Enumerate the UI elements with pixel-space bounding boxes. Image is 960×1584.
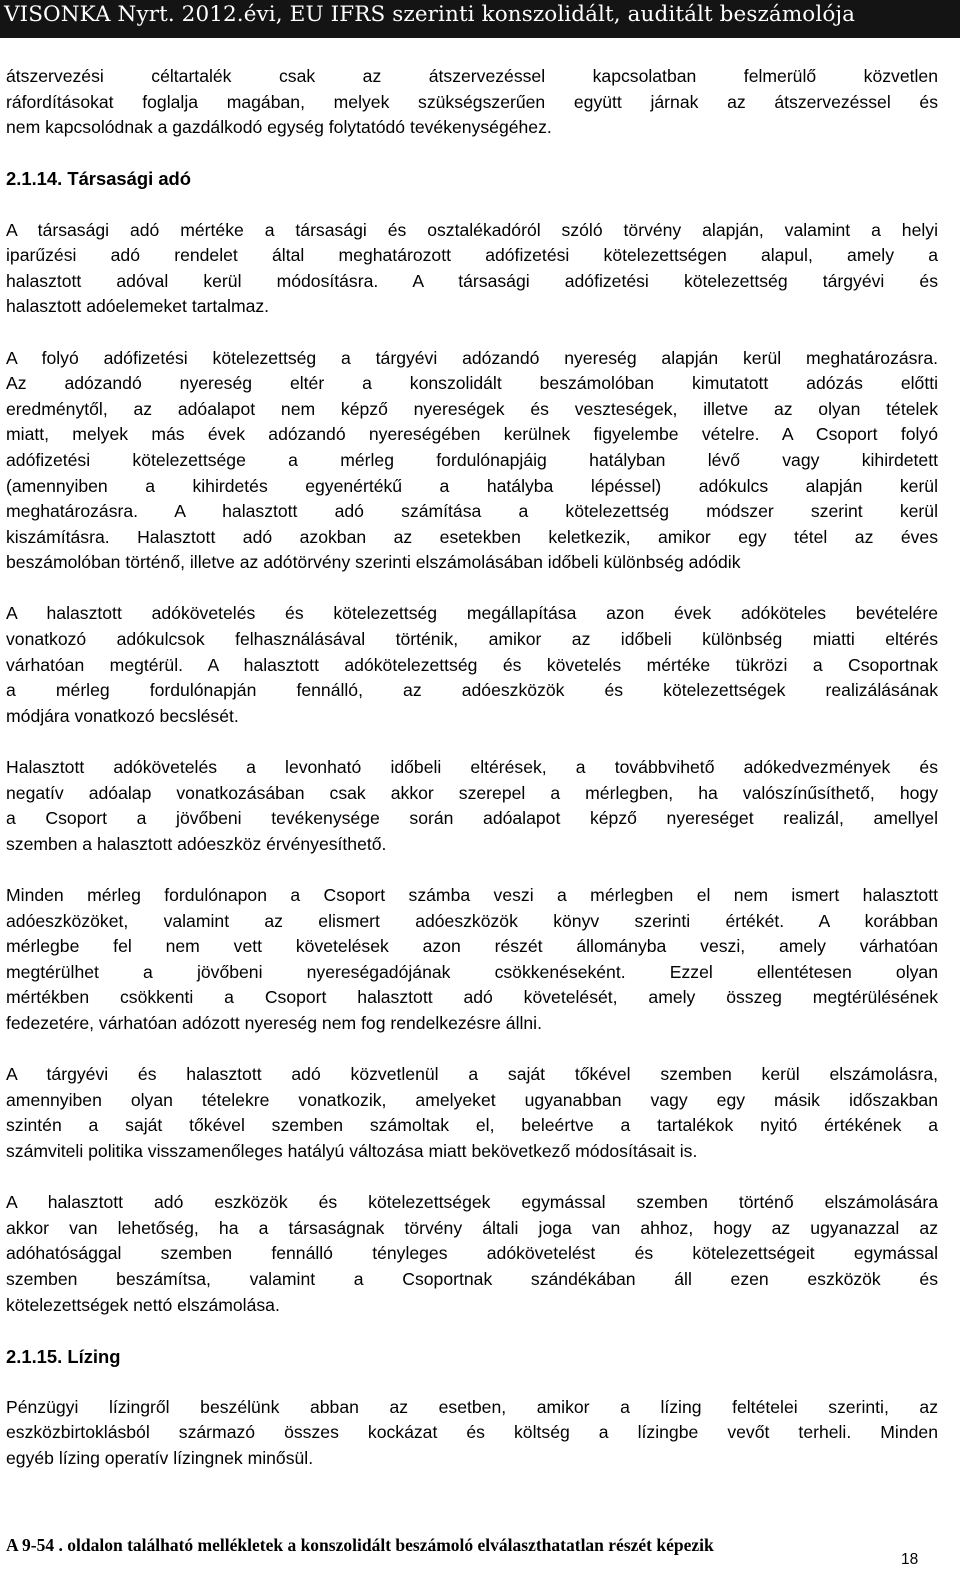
page-header — [0, 0, 960, 38]
paragraph-line: halasztott adóval kerül módosításra. A társasági adófizetési kötelezettség tárgyévi és — [6, 270, 938, 291]
paragraph-line: szemben beszámítsa, valamint a Csoportnak szándékában áll ezen eszközök és — [6, 1268, 938, 1289]
paragraph-line: adófizetési kötelezettsége a mérleg fordulónapjáig hatályban lévő vagy kihirdetett — [6, 449, 938, 470]
paragraph-line: akkor van lehetőség, ha a társaságnak törvény általi joga van ahhoz, hogy az ugyanazzal az — [6, 1217, 938, 1238]
paragraph-line: eredménytől, az adóalapot nem képző nyereségek és veszteségek, illetve az olyan tételek — [6, 398, 938, 419]
paragraph-line: beszámolóban történő, illetve az adótörvény szerinti elszámolásában időbeli különbség adódik — [6, 552, 741, 573]
paragraph-line: A halasztott adó eszközök és kötelezettségek egymással szemben történő elszámolására — [6, 1192, 938, 1213]
paragraph-line: számviteli politika visszamenőleges hatályú változása miatt bekövetkező módosításait is. — [6, 1140, 698, 1161]
paragraph-line: miatt, melyek más évek adózandó nyereségében kerülnek figyelembe vételre. A Csoport folyó — [6, 424, 938, 445]
section-heading: 2.1.14. Társasági adó — [6, 168, 192, 190]
paragraph-line: Pénzügyi lízingről beszélünk abban az esetben, amikor a lízing feltételei szerinti, az — [6, 1396, 938, 1417]
paragraph-line: mértékben csökkenti a Csoport halasztott adó követelését, amely összeg megtérülésének — [6, 987, 938, 1008]
body-paragraph — [6, 218, 938, 320]
paragraph-line: (amennyiben a kihirdetés egyenértékű a hatályba lépéssel) adókulcs alapján kerül — [6, 475, 938, 496]
paragraph-line: Halasztott adókövetelés a levonható időbeli eltérések, a továbbvihető adókedvezmények és — [6, 757, 938, 778]
body-paragraph — [6, 1062, 938, 1164]
paragraph-line: fedezetére, várhatóan adózott nyereség nem fog rendelkezésre állni. — [6, 1012, 542, 1033]
paragraph-line: megtérülhet a jövőbeni nyereségadójának csökkenéseként. Ezzel ellentétesen olyan — [6, 961, 938, 982]
paragraph-line: negatív adóalap vonatkozásában csak akkor szerepel a mérlegben, ha valószínűsíthető, hogy — [6, 782, 938, 803]
body-paragraph — [6, 346, 938, 576]
paragraph-line: a Csoport a jövőbeni tevékenysége során adóalapot képző nyereséget realizál, amellyel — [6, 808, 938, 829]
paragraph-line: A folyó adófizetési kötelezettség a tárgyévi adózandó nyereség alapján kerül meghatározásra. — [6, 347, 938, 368]
paragraph-line: adóeszközöket, valamint az elismert adóeszközök könyv szerinti értékét. A korábban — [6, 910, 938, 931]
paragraph-line: egyéb lízing operatív lízingnek minősül. — [6, 1448, 314, 1469]
paragraph-line: vonatkozó adókulcsok felhasználásával történik, amikor az időbeli különbség miatti eltérés — [6, 629, 938, 650]
body-paragraph — [6, 883, 938, 1037]
paragraph-line: szintén a saját tőkével szemben számoltak el, beleértve a tartalékok nyitó értékének a — [6, 1115, 938, 1136]
paragraph-line: mérlegbe fel nem vett követelések azon részét állományba veszi, amely várhatóan — [6, 936, 938, 957]
paragraph-line: iparűzési adó rendelet által meghatározott adófizetési kötelezettségen alapul, amely a — [6, 245, 938, 266]
page-number: 18 — [901, 1551, 919, 1568]
footer-note: A 9-54 . oldalon található mellékletek a konszolidált beszámoló elválaszthatatlan részét képezik — [6, 1535, 714, 1555]
document-body — [6, 64, 938, 1497]
paragraph-line: meghatározásra. A halasztott adó számítása a kötelezettség módszer szerint kerül — [6, 501, 938, 522]
paragraph-line: a mérleg fordulónapján fennálló, az adóeszközök és kötelezettségek realizálásának — [6, 680, 938, 701]
paragraph-line: adóhatósággal szemben fennálló tényleges adókövetelést és kötelezettségeit egymással — [6, 1243, 938, 1264]
body-paragraph — [6, 64, 938, 141]
paragraph-line: kötelezettségek nettó elszámolása. — [6, 1294, 280, 1315]
section-heading: 2.1.15. Lízing — [6, 1345, 121, 1367]
paragraph-line: ráfordításokat foglalja magában, melyek szükségszerűen együtt járnak az átszervezéssel és — [6, 91, 938, 112]
paragraph-line: Minden mérleg fordulónapon a Csoport számba veszi a mérlegben el nem ismert halasztott — [6, 885, 938, 905]
paragraph-line: A társasági adó mértéke a társasági és osztalékadóról szóló törvény alapján, valamint a helyi — [6, 219, 938, 240]
paragraph-line: halasztott adóelemeket tartalmaz. — [6, 296, 270, 317]
paragraph-line: eszközbirtoklásból származó összes kockázat és költség a lízingbe vevőt terheli. Minden — [6, 1422, 938, 1443]
paragraph-line: A halasztott adókövetelés és kötelezettség megállapítása azon évek adóköteles bevételére — [6, 603, 938, 624]
paragraph-line: A tárgyévi és halasztott adó közvetlenül a saját tőkével szemben kerül elszámolásra, — [6, 1064, 938, 1085]
body-paragraph — [6, 1190, 938, 1318]
paragraph-line: nem kapcsolódnak a gazdálkodó egység folytatódó tevékenységéhez. — [6, 117, 552, 138]
paragraph-line: módjára vonatkozó becslését. — [6, 705, 239, 726]
body-paragraph — [6, 755, 938, 857]
paragraph-line: amennyiben olyan tételekre vonatkozik, amelyeket ugyanabban vagy egy másik időszakban — [6, 1089, 938, 1110]
paragraph-line: szemben a halasztott adóeszköz érvényesíthető. — [6, 833, 387, 854]
paragraph-line: kiszámításra. Halasztott adó azokban az esetekben keletkezik, amikor egy tétel az éves — [6, 526, 938, 547]
paragraph-line: várhatóan megtérül. A halasztott adókötelezettség és követelés mértéke tükrözi a Csoportnak — [6, 654, 938, 675]
paragraph-line: átszervezési céltartalék csak az átszervezéssel kapcsolatban felmerülő közvetlen — [6, 66, 938, 86]
document-title: VISONKA Nyrt. 2012.évi, EU IFRS szerinti konszolidált, auditált beszámolója — [4, 2, 856, 27]
body-paragraph — [6, 601, 938, 729]
paragraph-line: Az adózandó nyereség eltér a konszolidált beszámolóban kimutatott adózás előtti — [6, 373, 938, 394]
body-paragraph — [6, 1395, 938, 1472]
